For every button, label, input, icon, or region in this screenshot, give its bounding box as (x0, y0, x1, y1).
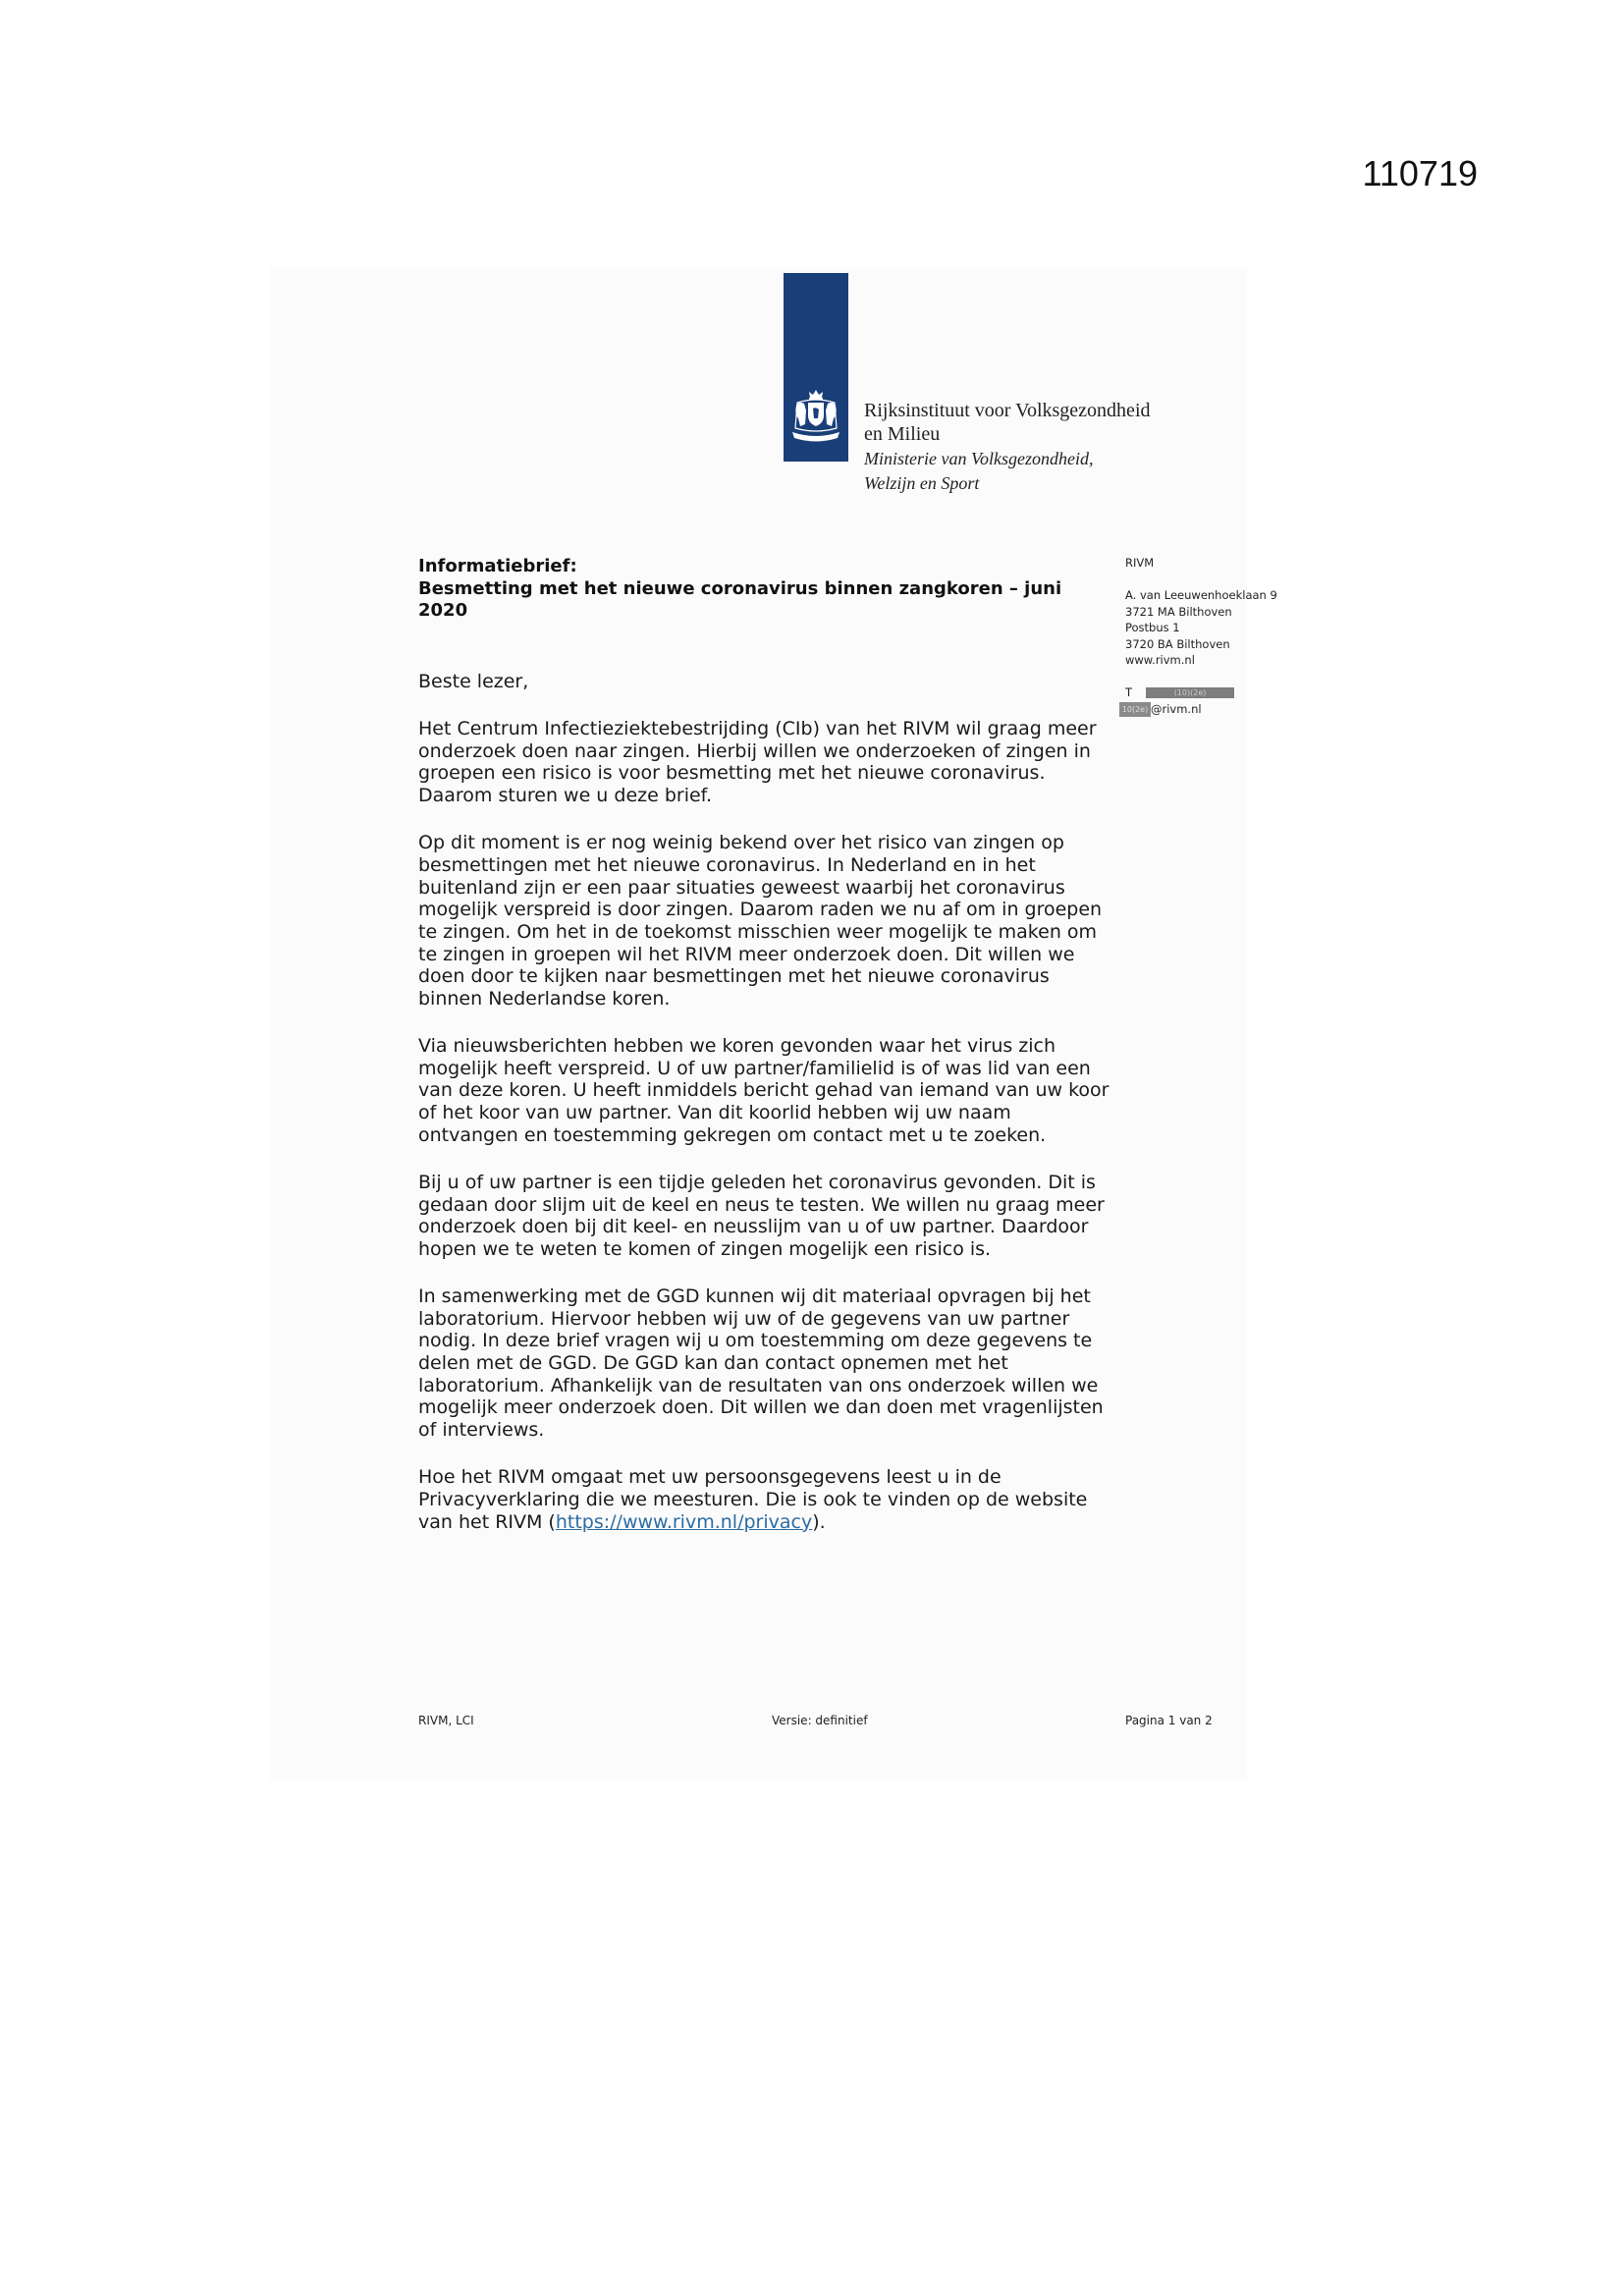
text-line: mogelijk heeft verspreid. U of uw partner/familielid is of was lid van een (418, 1057, 1091, 1079)
phone-row (1125, 684, 1277, 701)
privacy-line (418, 1511, 1125, 1534)
sender-sidebar (1121, 555, 1277, 717)
text-line: buitenland zijn er een paar situaties geweest waarbij het coronavirus (418, 876, 1065, 899)
phone-redaction: (10)(2e) (1146, 687, 1234, 698)
text-line: Het Centrum Infectieziektebestrijding (CIb) van het RIVM wil graag meer (418, 718, 1097, 739)
text-line: of interviews. (418, 1419, 545, 1442)
text-line: besmettingen met het nieuwe coronavirus. In Nederland en in het (418, 853, 1036, 876)
text-line: mogelijk verspreid is door zingen. Daarom raden we nu af om in groepen (418, 899, 1103, 921)
privacy-line-suffix: ). (812, 1510, 826, 1533)
email-domain: @rivm.nl (1151, 701, 1202, 716)
letter-heading (418, 556, 1061, 623)
sender-website: www.rivm.nl (1125, 653, 1195, 667)
address-line: Postbus 1 (1125, 621, 1180, 634)
sender-address (1125, 587, 1277, 669)
email-redaction: 10(2e) (1119, 702, 1151, 717)
sender-contact (1121, 684, 1277, 717)
heading-label: Informatiebrief: (418, 556, 577, 576)
text-line: laboratorium. Hiervoor hebben wij uw of de gegevens van uw partner (418, 1307, 1070, 1330)
address-line: 3720 BA Bilthoven (1125, 636, 1230, 651)
body-paragraph (418, 1285, 1125, 1442)
address-line: A. van Leeuwenhoeklaan 9 (1125, 588, 1277, 602)
sender-org: RIVM (1125, 556, 1155, 570)
logo-institute-line2: en Milieu (864, 423, 941, 445)
document-id: 110719 (1362, 153, 1478, 193)
text-line: Daarom sturen we u deze brief. (418, 785, 713, 807)
text-line: doen door te kijken naar besmettingen met het nieuwe coronavirus (418, 965, 1050, 988)
email-row (1121, 701, 1277, 718)
body-paragraphs (418, 718, 1125, 1533)
address-line: 3721 MA Bilthoven (1125, 604, 1232, 619)
text-line: binnen Nederlandse koren. (418, 988, 671, 1011)
text-line: ontvangen en toestemming gekregen om contact met u te zoeken. (418, 1123, 1047, 1146)
logo-institute-line1: Rijksinstituut voor Volksgezondheid (864, 400, 1151, 421)
text-line: onderzoek doen naar zingen. Hierbij willen we onderzoeken of zingen in (418, 739, 1091, 762)
footer-organisation: RIVM, LCI (418, 1714, 474, 1727)
text-line: In samenwerking met de GGD kunnen wij dit materiaal opvragen bij het (418, 1285, 1091, 1307)
footer-page-number: Pagina 1 van 2 (1125, 1714, 1213, 1727)
logo-ministry-line2: Welzijn en Sport (864, 473, 980, 493)
text-line: groepen een risico is voor besmetting met het nieuwe coronavirus. (418, 762, 1046, 785)
heading-title-line: 2020 (418, 600, 468, 622)
text-line: gedaan door slijm uit de keel en neus te testen. We willen nu graag meer (418, 1193, 1105, 1216)
coat-of-arms-icon (787, 389, 844, 448)
heading-title-line: Besmetting met het nieuwe coronavirus binnen zangkoren – juni (418, 577, 1062, 599)
text-line: of het koor van uw partner. Van dit koorlid hebben wij uw naam (418, 1102, 1011, 1124)
text-line: te zingen. Om het in de toekomst misschien weer mogelijk te maken om (418, 920, 1098, 943)
body-paragraph (418, 718, 1125, 807)
logo-ministry-line1: Ministerie van Volksgezondheid, (864, 449, 1094, 468)
text-line: hopen we te weten te komen of zingen mogelijk een risico is. (418, 1237, 992, 1260)
text-line: mogelijk meer onderzoek doen. Dit willen we dan doen met vragenlijsten (418, 1396, 1104, 1419)
privacy-line-prefix: van het RIVM ( (418, 1510, 556, 1533)
body-paragraph (418, 1172, 1125, 1261)
body-paragraph (418, 1466, 1125, 1533)
text-line: onderzoek doen bij dit keel- en neusslijm van u of uw partner. Daardoor (418, 1216, 1089, 1238)
privacy-link[interactable]: https://www.rivm.nl/privacy (555, 1510, 813, 1533)
text-line: te zingen in groepen wil het RIVM meer onderzoek doen. Dit willen we (418, 943, 1075, 965)
text-line: Privacyverklaring die we meesturen. Die is ook te vinden op de website (418, 1488, 1088, 1510)
body-paragraph (418, 1035, 1125, 1147)
text-line: laboratorium. Afhankelijk van de resultaten van ons onderzoek willen we (418, 1374, 1099, 1396)
text-line: delen met de GGD. De GGD kan dan contact opnemen met het (418, 1352, 1008, 1375)
text-line: Op dit moment is er nog weinig bekend over het risico van zingen op (418, 832, 1064, 854)
text-line: Via nieuwsberichten hebben we koren gevonden waar het virus zich (418, 1035, 1056, 1058)
letter-body (418, 671, 1125, 1533)
salutation (418, 671, 1125, 693)
text-line: van deze koren. U heeft inmiddels bericht gehad van iemand van uw koor (418, 1079, 1110, 1102)
text-line: Bij u of uw partner is een tijdje geleden het coronavirus gevonden. Dit is (418, 1171, 1096, 1193)
body-paragraph (418, 832, 1125, 1011)
salutation-text: Beste lezer, (418, 671, 529, 692)
text-line: Hoe het RIVM omgaat met uw persoonsgegevens leest u in de (418, 1466, 1001, 1489)
phone-label: T (1125, 685, 1133, 699)
footer-version: Versie: definitief (772, 1714, 868, 1727)
text-line: nodig. In deze brief vragen wij u om toestemming om deze gegevens te (418, 1330, 1093, 1352)
